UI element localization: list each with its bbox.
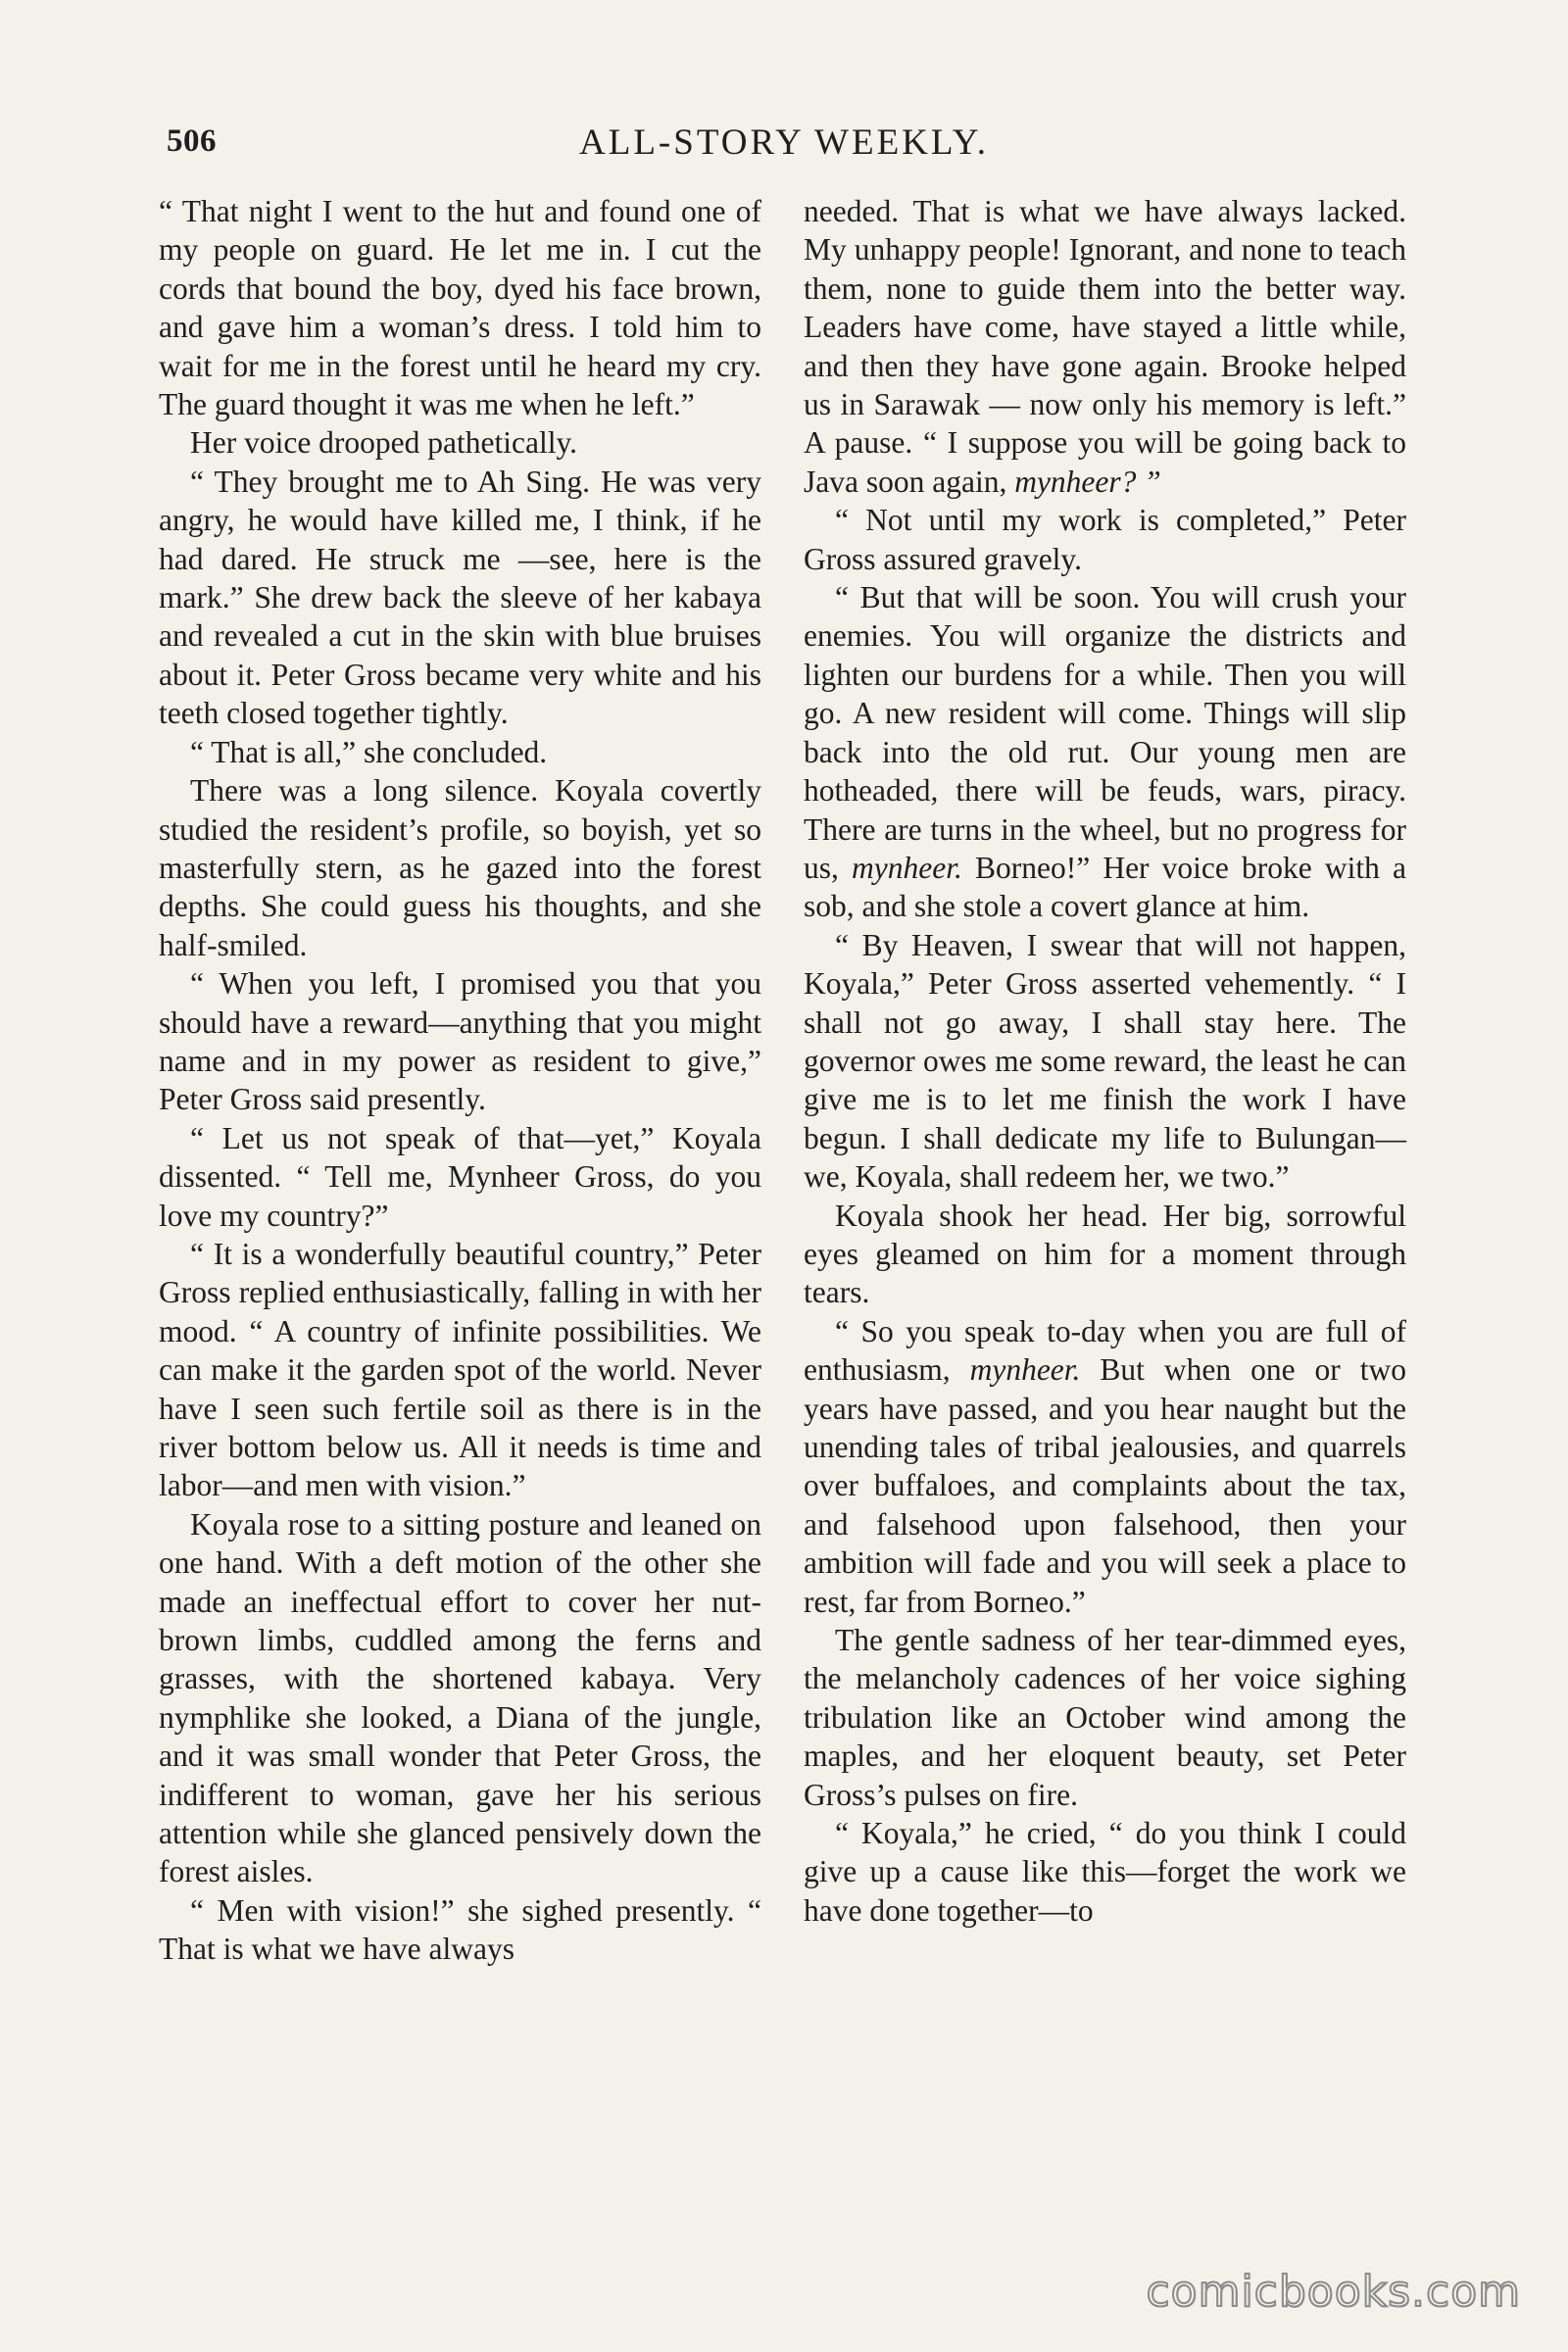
paragraph: “ By Heaven, I swear that will not happen, Koyala,” Peter Gross asserted vehemently. “ I shall not go away, I shall stay here. The governor owes me some reward, the least he can give me is to let me finish the work I have begun. I shall dedicate my life to Bulungan—we, Koyala, shall redeem her, we two.” xyxy=(804,927,1406,1195)
paragraph xyxy=(804,1312,1406,1621)
paragraph: “ It is a wonderfully beautiful country,” Peter Gross replied enthusiastically, falling in with her mood. “ A country of infinite possibilities. We can make it the garden spot of the world. Never have I seen such fertile soil as there is in the river bottom below us. All it needs is time and labor—and men with vision.” xyxy=(159,1236,761,1503)
paragraph: “ That night I went to the hut and found one of my people on guard. He let me in. I cut the cords that bound the boy, dyed his face brown, and gave him a woman’s dress. I told him to wait for me in the forest until he heard my cry. The guard thought it was me when he left.” xyxy=(159,194,761,422)
text-run: needed. That is what we have always lacked. My unhappy people! Ignorant, and none to teach them, none to guide them into the better way. Leaders have come, have stayed a little while, and then they have gone again. Brooke helped us in Sarawak — now only his memory is left.” A pause. “ I suppose you will be going back to Java soon again, xyxy=(804,194,1406,499)
paragraph: Her voice drooped pathetically. xyxy=(190,425,578,461)
paragraph: There was a long silence. Koyala covertly studied the resident’s profile, so boyish, yet so masterfully stern, as he gazed into the forest depths. She could guess his thoughts, and she half-smiled. xyxy=(159,773,761,962)
paragraph xyxy=(804,192,1406,501)
page-number: 506 xyxy=(167,123,217,159)
paragraph: “ Koyala,” he cried, “ do you think I could give up a cause like this—forget the work we have done together—to xyxy=(804,1816,1406,1928)
paragraph: “ Let us not speak of that—yet,” Koyala dissented. “ Tell me, Mynheer Gross, do you love my country?” xyxy=(159,1120,761,1233)
text-run: Borneo!” Her voice broke with a sob, and she stole a covert glance at him. xyxy=(804,850,1406,924)
text-run: But when one or two years have passed, and you hear naught but the unending tales of tribal jealousies, and quarrels over buffaloes, and complaints about the tax, and falsehood upon falsehood, then your ambition will fade and you will seek a place to rest, far from Borneo.” xyxy=(804,1352,1406,1619)
paragraph: Koyala rose to a sitting posture and leaned on one hand. With a deft motion of the other she made an ineffectual effort to cover her nut-brown limbs, cuddled among the ferns and grasses, with the shortened kabaya. Very nymphlike she looked, a Diana of the jungle, and it was small wonder that Peter Gross, the indifferent to woman, gave her his serious attention while she glanced pensively down the forest aisles. xyxy=(159,1506,761,1889)
paragraph: “ When you left, I promised you that you should have a reward—anything that you might name and in my power as resident to give,” Peter Gross said presently. xyxy=(159,966,761,1117)
watermark: comicbooks.com xyxy=(1146,2267,1521,2317)
italic-run: mynheer. xyxy=(969,1352,1081,1388)
running-head: ALL-STORY WEEKLY. xyxy=(579,122,989,163)
right-column xyxy=(804,192,1406,1930)
italic-run: mynheer. xyxy=(852,850,962,885)
paragraph xyxy=(804,578,1406,926)
paragraph: “ They brought me to Ah Sing. He was very angry, he would have killed me, I think, if he had dared. He struck me —see, here is the mark.” She drew back the sleeve of her kabaya and revealed a cut in the skin with blue bruises about it. Peter Gross became very white and his teeth closed together tightly. xyxy=(159,464,761,731)
paragraph: “ Men with vision!” she sighed presently. “ That is what we have always xyxy=(159,1892,761,1967)
text-run: “ So you speak to-day when you are full of enthusiasm, xyxy=(804,1313,1406,1388)
italic-run: mynheer? ” xyxy=(1014,464,1161,499)
paragraph: “ Not until my work is completed,” Peter Gross assured gravely. xyxy=(804,503,1406,576)
paragraph: Koyala shook her head. Her big, sorrowful eyes gleamed on him for a moment through tears. xyxy=(804,1198,1406,1310)
paragraph: “ That is all,” she concluded. xyxy=(190,734,548,769)
text-run: “ But that will be soon. You will crush your enemies. You will organize the districts and lighten our burdens for a while. Then you will go. A new resident will come. Things will slip back into the old rut. Our young men are hotheaded, there will be feuds, wars, piracy. There are turns in the wheel, but no progress for us, xyxy=(804,580,1406,885)
left-column xyxy=(159,192,761,1969)
paragraph: The gentle sadness of her tear-dimmed eyes, the melancholy cadences of her voice sighing tribulation like an October wind among the maples, and her eloquent beauty, set Peter Gross’s pulses on fire. xyxy=(804,1623,1406,1812)
